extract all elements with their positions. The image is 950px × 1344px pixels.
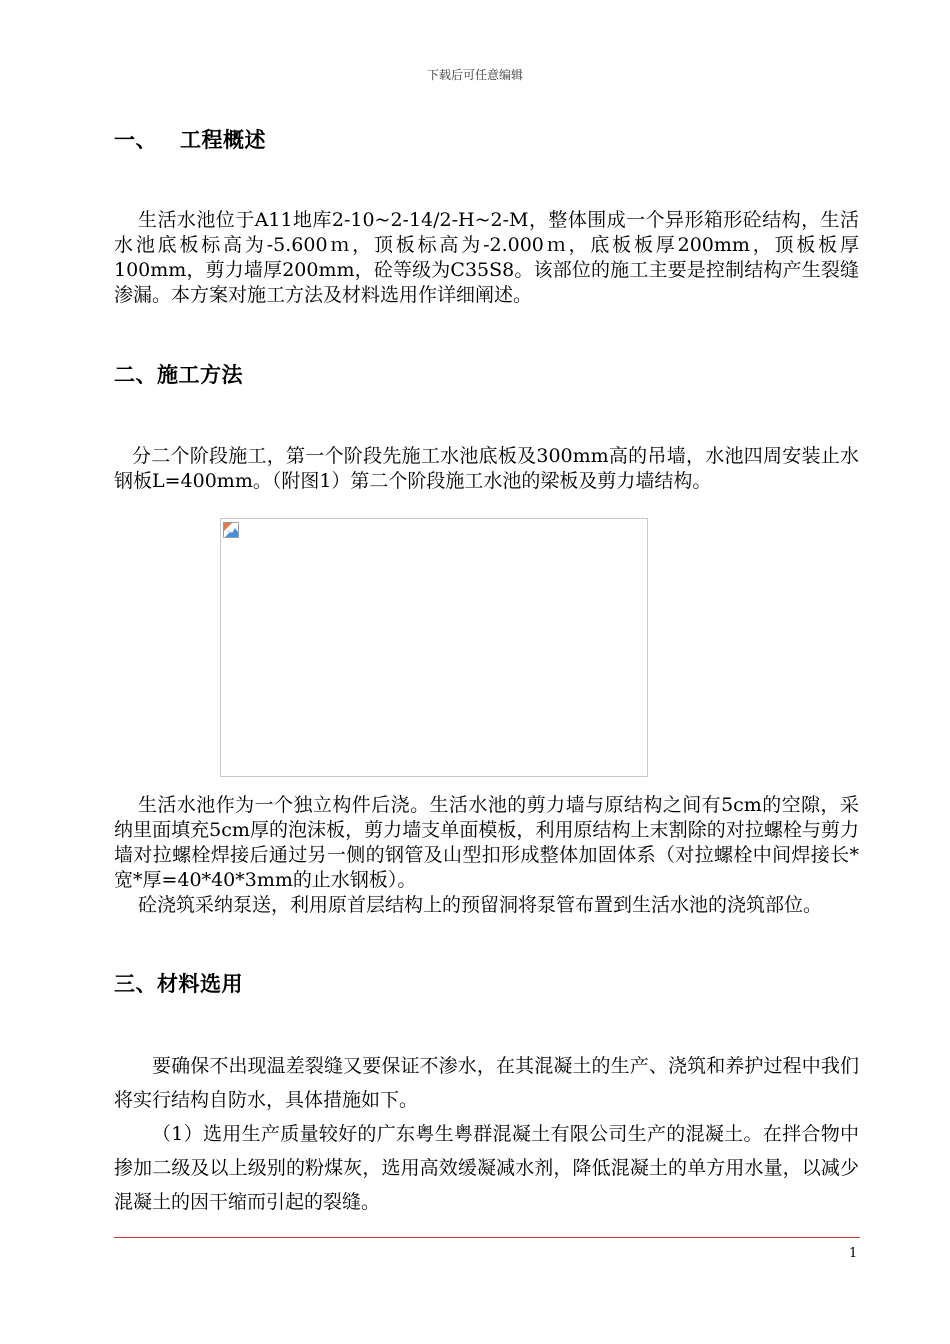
footer-rule bbox=[114, 1237, 860, 1238]
figure-placeholder bbox=[220, 518, 648, 777]
section-heading-2 bbox=[114, 359, 243, 389]
paragraph: （1）选用生产质量较好的广东粤生粤群混凝土有限公司生产的混凝土。在拌合物中掺加二级及以上级别的粉煤灰，选用高效缓凝减水剂，降低混凝土的单方用水量，以减少混凝土的因干缩而引起的裂缝。 bbox=[114, 1123, 859, 1213]
section-title: 工程概述 bbox=[180, 128, 266, 152]
section-title: 施工方法 bbox=[157, 363, 243, 387]
paragraph: 分二个阶段施工，第一个阶段先施工水池底板及300mm高的吊墙，水池四周安装止水钢板L=400mm。（附图1）第二个阶段施工水池的梁板及剪力墙结构。 bbox=[114, 445, 859, 492]
section-3-body bbox=[114, 1049, 859, 1219]
section-number: 三、 bbox=[114, 972, 157, 996]
paragraph: 砼浇筑采纳泵送，利用原首层结构上的预留洞将泵管布置到生活水池的浇筑部位。 bbox=[138, 894, 823, 916]
section-2-body-a bbox=[114, 444, 859, 494]
section-heading-3 bbox=[114, 968, 243, 998]
section-heading-1 bbox=[114, 124, 266, 154]
section-number: 一、 bbox=[114, 128, 157, 152]
paragraph: 要确保不出现温差裂缝又要保证不渗水，在其混凝土的生产、浇筑和养护过程中我们将实行结构自防水，具体措施如下。 bbox=[114, 1055, 859, 1111]
broken-image-icon bbox=[223, 522, 239, 538]
section-number: 二、 bbox=[114, 363, 157, 387]
page-number: 1 bbox=[849, 1246, 858, 1261]
paragraph: 生活水池位于A11地库2-10~2-14/2-H~2-M，整体围成一个异形箱形砼结构，生活水池底板标高为-5.600ｍ，顶板标高为-2.000ｍ，底板板厚200mm，顶板板厚100mm，剪力墙厚200mm，砼等级为C35S8。该部位的施工主要是控制结构产生裂缝渗漏。本方案对施工方法及材料选用作详细阐述。 bbox=[114, 209, 859, 306]
section-1-body bbox=[114, 208, 859, 308]
paragraph: 生活水池作为一个独立构件后浇。生活水池的剪力墙与原结构之间有5cm的空隙，采纳里面填充5cm厚的泡沫板，剪力墙支单面模板，利用原结构上末割除的对拉螺栓与剪力墙对拉螺栓焊接后通过另一侧的钢管及山型扣形成整体加固体系（对拉螺栓中间焊接长*宽*厚=40*40*3mm的止水钢板）。 bbox=[114, 794, 859, 891]
page-header-note: 下载后可任意编辑 bbox=[426, 68, 523, 82]
section-2-body-b bbox=[114, 793, 859, 918]
section-title: 材料选用 bbox=[157, 972, 243, 996]
